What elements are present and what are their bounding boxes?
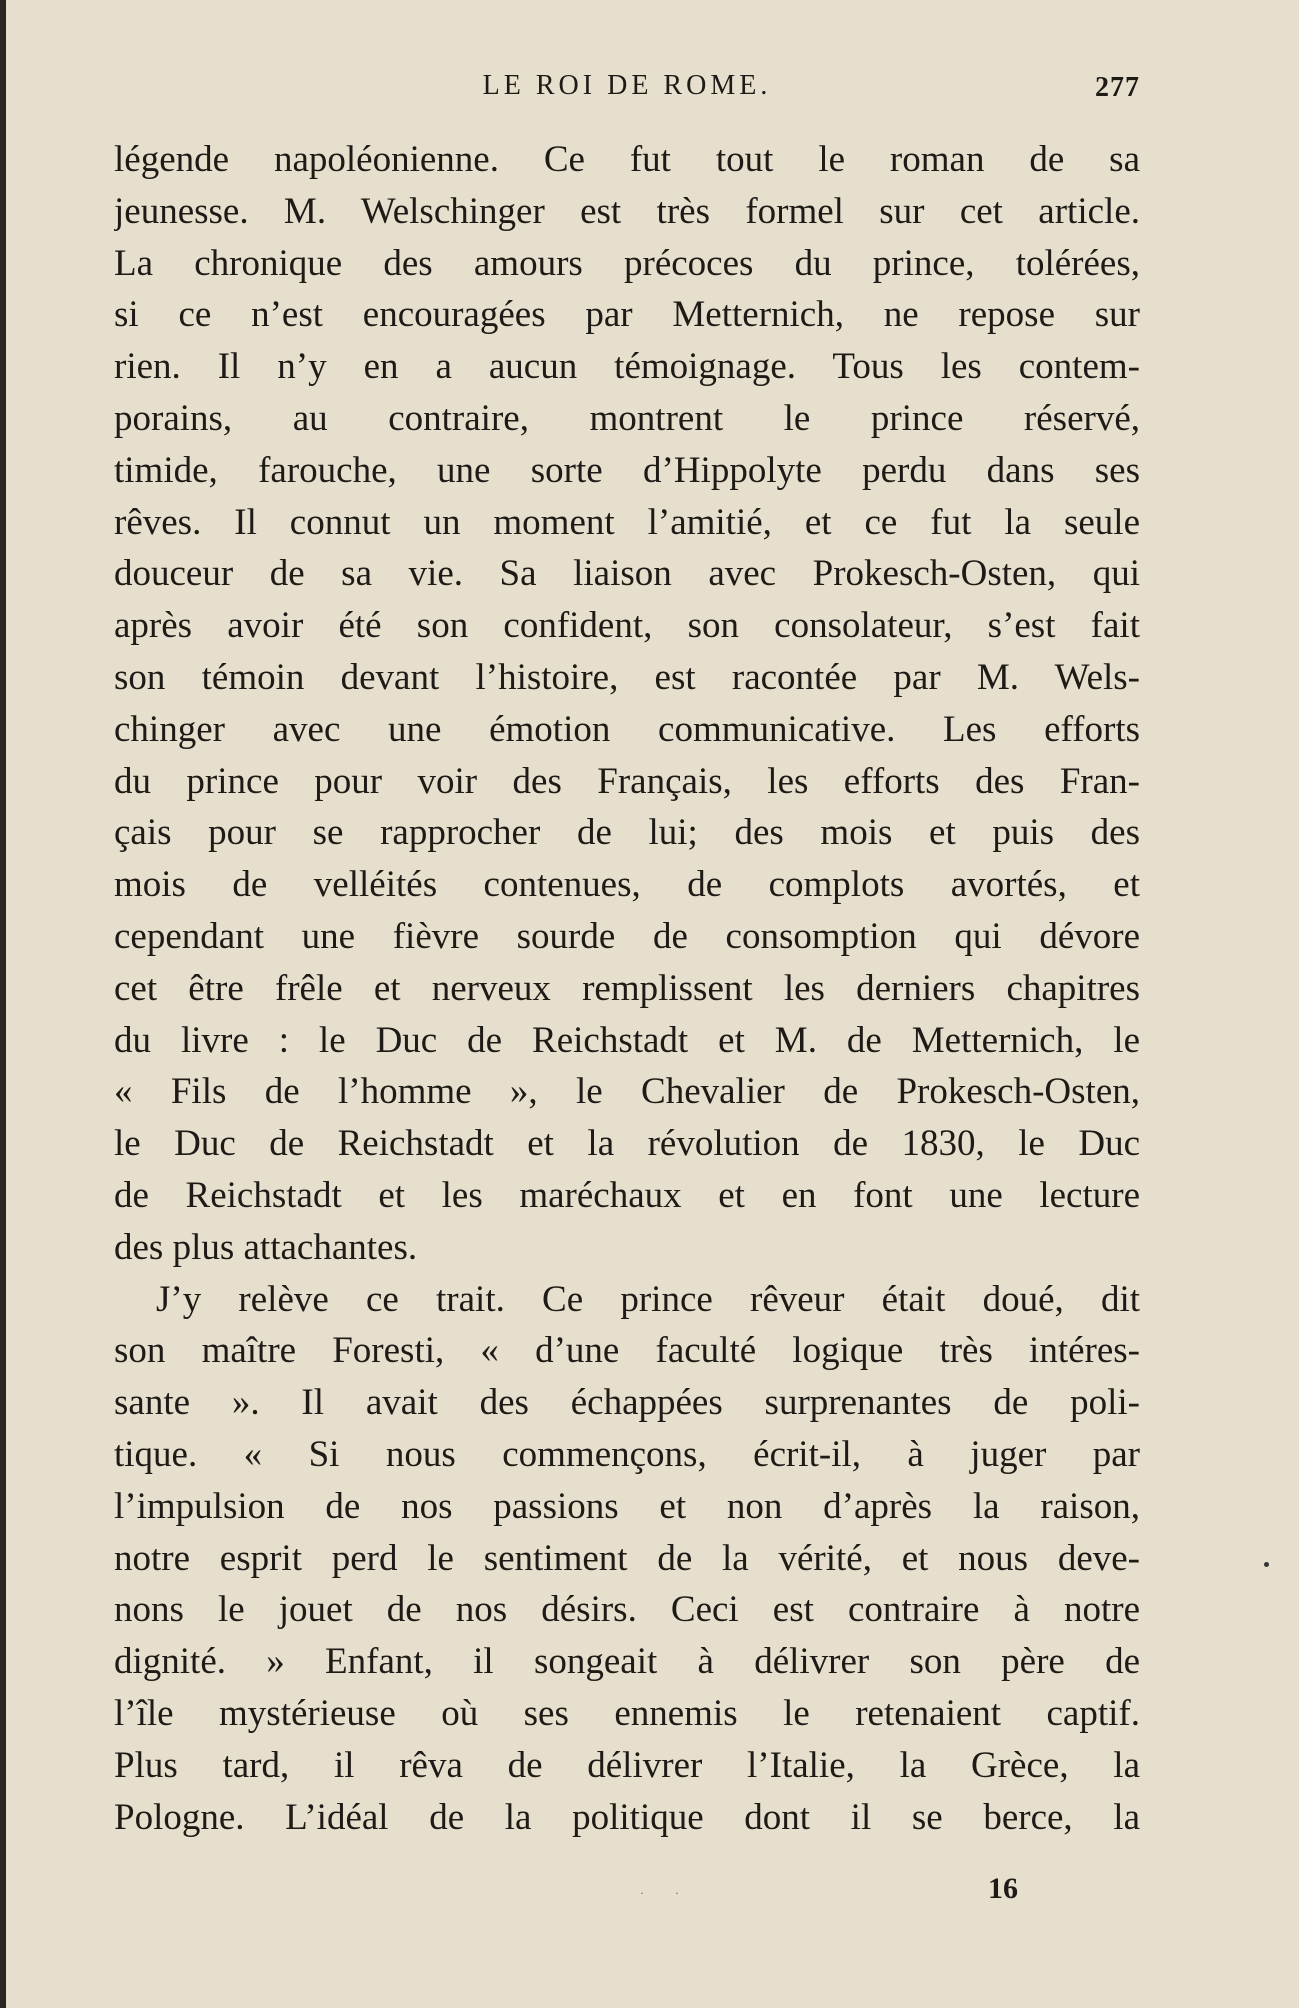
text-line: de Reichstadt et les maréchaux et en font une lecture (114, 1174, 1140, 1216)
text-line: La chronique des amours précoces du prince, tolérées, (114, 242, 1140, 284)
text-line: cependant une fièvre sourde de consomption qui dévore (114, 915, 1140, 957)
text-line: cet être frêle et nerveux remplissent les derniers chapitres (114, 967, 1140, 1009)
running-head (114, 70, 1140, 110)
text-line: « Fils de l’homme », le Chevalier de Prokesch-Osten, (114, 1071, 1140, 1113)
text-line: du prince pour voir des Français, les efforts des Fran- (114, 760, 1140, 802)
text-line: rêves. Il connut un moment l’amitié, et ce fut la seule (114, 501, 1140, 543)
page-number: 277 (1095, 72, 1140, 103)
text-line: chinger avec une émotion communicative. Les efforts (114, 708, 1140, 750)
margin-speck (1264, 1562, 1269, 1567)
text-line: l’île mystérieuse où ses ennemis le retenaient captif. (114, 1692, 1140, 1734)
text-line: son témoin devant l’histoire, est racontée par M. Wels- (114, 656, 1140, 698)
text-line: le Duc de Reichstadt et la révolution de 1830, le Duc (114, 1123, 1140, 1165)
print-specks: · · (640, 1886, 693, 1900)
text-line: notre esprit perd le sentiment de la vérité, et nous deve- (114, 1537, 1140, 1579)
text-line: jeunesse. M. Welschinger est très formel sur cet article. (114, 190, 1140, 232)
text-line: son maître Foresti, « d’une faculté logique très intéres- (114, 1330, 1140, 1372)
text-line: çais pour se rapprocher de lui; des mois et puis des (114, 812, 1140, 854)
text-line: Pologne. L’idéal de la politique dont il se berce, la (114, 1796, 1140, 1838)
signature-mark: 16 (988, 1872, 1018, 1905)
text-line: nons le jouet de nos désirs. Ceci est contraire à notre (114, 1589, 1140, 1631)
text-line: du livre : le Duc de Reichstadt et M. de Metternich, le (114, 1019, 1140, 1061)
text-line: dignité. » Enfant, il songeait à délivrer son père de (114, 1641, 1140, 1683)
text-line: tique. « Si nous commençons, écrit-il, à juger par (114, 1433, 1140, 1475)
text-line: légende napoléonienne. Ce fut tout le roman de sa (114, 139, 1140, 180)
paragraph-end-line: des plus attachantes. (114, 1226, 418, 1268)
text-line: timide, farouche, une sorte d’Hippolyte perdu dans ses (114, 449, 1140, 491)
text-line: porains, au contraire, montrent le prince réservé, (114, 397, 1140, 439)
running-title: LE ROI DE ROME. (482, 70, 772, 101)
paragraph-start-line: J’y relève ce trait. Ce prince rêveur était doué, dit (156, 1278, 1140, 1320)
text-line: douceur de sa vie. Sa liaison avec Prokesch-Osten, qui (114, 553, 1140, 595)
text-line: mois de velléités contenues, de complots avortés, et (114, 864, 1140, 906)
text-line: rien. Il n’y en a aucun témoignage. Tous les contem- (114, 346, 1140, 388)
text-line: sante ». Il avait des échappées surprenantes de poli- (114, 1382, 1140, 1424)
text-line: si ce n’est encouragées par Metternich, ne repose sur (114, 294, 1140, 336)
page-edge-shadow (0, 0, 6, 2008)
text-line: Plus tard, il rêva de délivrer l’Italie, la Grèce, la (114, 1744, 1140, 1786)
text-line: l’impulsion de nos passions et non d’après la raison, (114, 1485, 1140, 1527)
text-line: après avoir été son confident, son consolateur, s’est fait (114, 605, 1140, 647)
body-text (114, 134, 1140, 1843)
